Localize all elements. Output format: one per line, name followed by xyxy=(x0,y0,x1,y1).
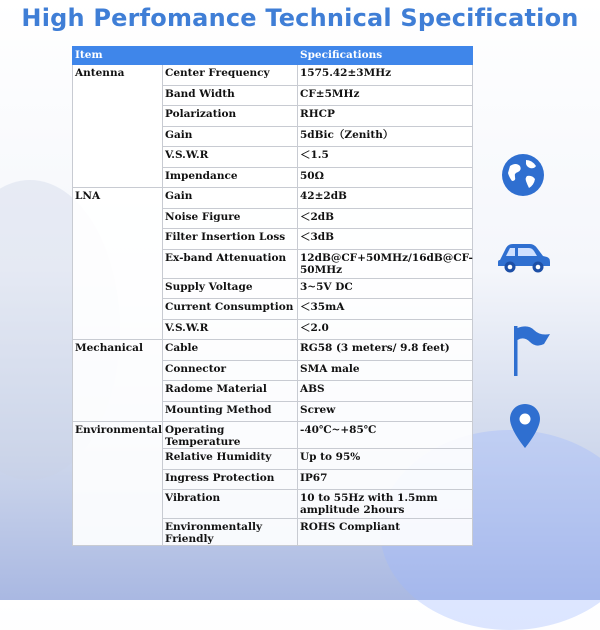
value-cell: ＜1.5 xyxy=(298,147,473,168)
param-cell: Band Width xyxy=(163,85,298,106)
table-row xyxy=(73,229,473,250)
group-cell xyxy=(73,299,163,320)
group-cell xyxy=(73,126,163,147)
param-cell: Polarization xyxy=(163,106,298,127)
table-row xyxy=(73,278,473,299)
value-cell: RHCP xyxy=(298,106,473,127)
group-cell: Antenna xyxy=(73,65,163,86)
value-cell: ABS xyxy=(298,381,473,402)
group-cell xyxy=(73,360,163,381)
group-cell xyxy=(73,449,163,470)
group-cell xyxy=(73,519,163,546)
param-cell: V.S.W.R xyxy=(163,147,298,168)
param-cell: Environmentally Friendly xyxy=(163,519,298,546)
param-cell: Noise Figure xyxy=(163,208,298,229)
group-cell xyxy=(73,167,163,188)
table-row xyxy=(73,422,473,449)
header-specifications: Specifications xyxy=(298,47,473,65)
table-row xyxy=(73,106,473,127)
table-row xyxy=(73,469,473,490)
param-cell: Operating Temperature xyxy=(163,422,298,449)
group-cell xyxy=(73,401,163,422)
group-cell xyxy=(73,278,163,299)
group-cell xyxy=(73,249,163,278)
param-cell: Vibration xyxy=(163,490,298,519)
table-row xyxy=(73,85,473,106)
group-cell xyxy=(73,106,163,127)
value-cell: Screw xyxy=(298,401,473,422)
table-row xyxy=(73,147,473,168)
param-cell: Current Consumption xyxy=(163,299,298,320)
table-row xyxy=(73,401,473,422)
value-cell: ＜35mA xyxy=(298,299,473,320)
group-cell xyxy=(73,381,163,402)
table-row xyxy=(73,519,473,546)
table-row xyxy=(73,65,473,86)
param-cell: Center Frequency xyxy=(163,65,298,86)
value-cell: ＜2dB xyxy=(298,208,473,229)
param-cell: Ingress Protection xyxy=(163,469,298,490)
table-row xyxy=(73,360,473,381)
group-cell xyxy=(73,85,163,106)
param-cell: Mounting Method xyxy=(163,401,298,422)
value-cell: SMA male xyxy=(298,360,473,381)
param-cell: Gain xyxy=(163,126,298,147)
value-cell: ＜2.0 xyxy=(298,319,473,340)
table-row xyxy=(73,299,473,320)
value-cell: 5dBic（Zenith） xyxy=(298,126,473,147)
location-pin-icon xyxy=(508,402,542,450)
group-cell xyxy=(73,147,163,168)
value-cell: 50Ω xyxy=(298,167,473,188)
table-row xyxy=(73,167,473,188)
value-cell: 42±2dB xyxy=(298,188,473,209)
table-body xyxy=(73,65,473,546)
table-row xyxy=(73,208,473,229)
group-cell: LNA xyxy=(73,188,163,209)
header-item: Item xyxy=(73,47,298,65)
value-cell: CF±5MHz xyxy=(298,85,473,106)
table-row xyxy=(73,319,473,340)
flag-icon xyxy=(508,322,552,378)
value-cell: 3~5V DC xyxy=(298,278,473,299)
param-cell: Ex-band Attenuation xyxy=(163,249,298,278)
table-row xyxy=(73,249,473,278)
table-row xyxy=(73,126,473,147)
table-row xyxy=(73,490,473,519)
group-cell: Mechanical xyxy=(73,340,163,361)
param-cell: Impendance xyxy=(163,167,298,188)
value-cell: ROHS Compliant xyxy=(298,519,473,546)
group-cell xyxy=(73,208,163,229)
group-cell xyxy=(73,319,163,340)
table-row xyxy=(73,449,473,470)
value-cell: RG58 (3 meters/ 9.8 feet) xyxy=(298,340,473,361)
table-row xyxy=(73,188,473,209)
globe-icon xyxy=(500,152,546,198)
value-cell: Up to 95% xyxy=(298,449,473,470)
group-cell xyxy=(73,469,163,490)
param-cell: Connector xyxy=(163,360,298,381)
group-cell xyxy=(73,229,163,250)
value-cell: ＜3dB xyxy=(298,229,473,250)
param-cell: V.S.W.R xyxy=(163,319,298,340)
group-cell xyxy=(73,490,163,519)
value-cell: 1575.42±3MHz xyxy=(298,65,473,86)
param-cell: Relative Humidity xyxy=(163,449,298,470)
param-cell: Supply Voltage xyxy=(163,278,298,299)
value-cell: 12dB@CF+50MHz/16dB@CF-50MHz xyxy=(298,249,473,278)
group-cell: Environmental xyxy=(73,422,163,449)
param-cell: Filter Insertion Loss xyxy=(163,229,298,250)
param-cell: Gain xyxy=(163,188,298,209)
page-title: High Perfomance Technical Specification xyxy=(21,4,579,32)
value-cell: -40℃~+85℃ xyxy=(298,422,473,449)
value-cell: IP67 xyxy=(298,469,473,490)
spec-table xyxy=(72,46,473,546)
param-cell: Cable xyxy=(163,340,298,361)
car-icon xyxy=(496,236,552,276)
table-row xyxy=(73,381,473,402)
value-cell: 10 to 55Hz with 1.5mm amplitude 2hours xyxy=(298,490,473,519)
table-header-row xyxy=(73,47,473,65)
param-cell: Radome Material xyxy=(163,381,298,402)
table-row xyxy=(73,340,473,361)
